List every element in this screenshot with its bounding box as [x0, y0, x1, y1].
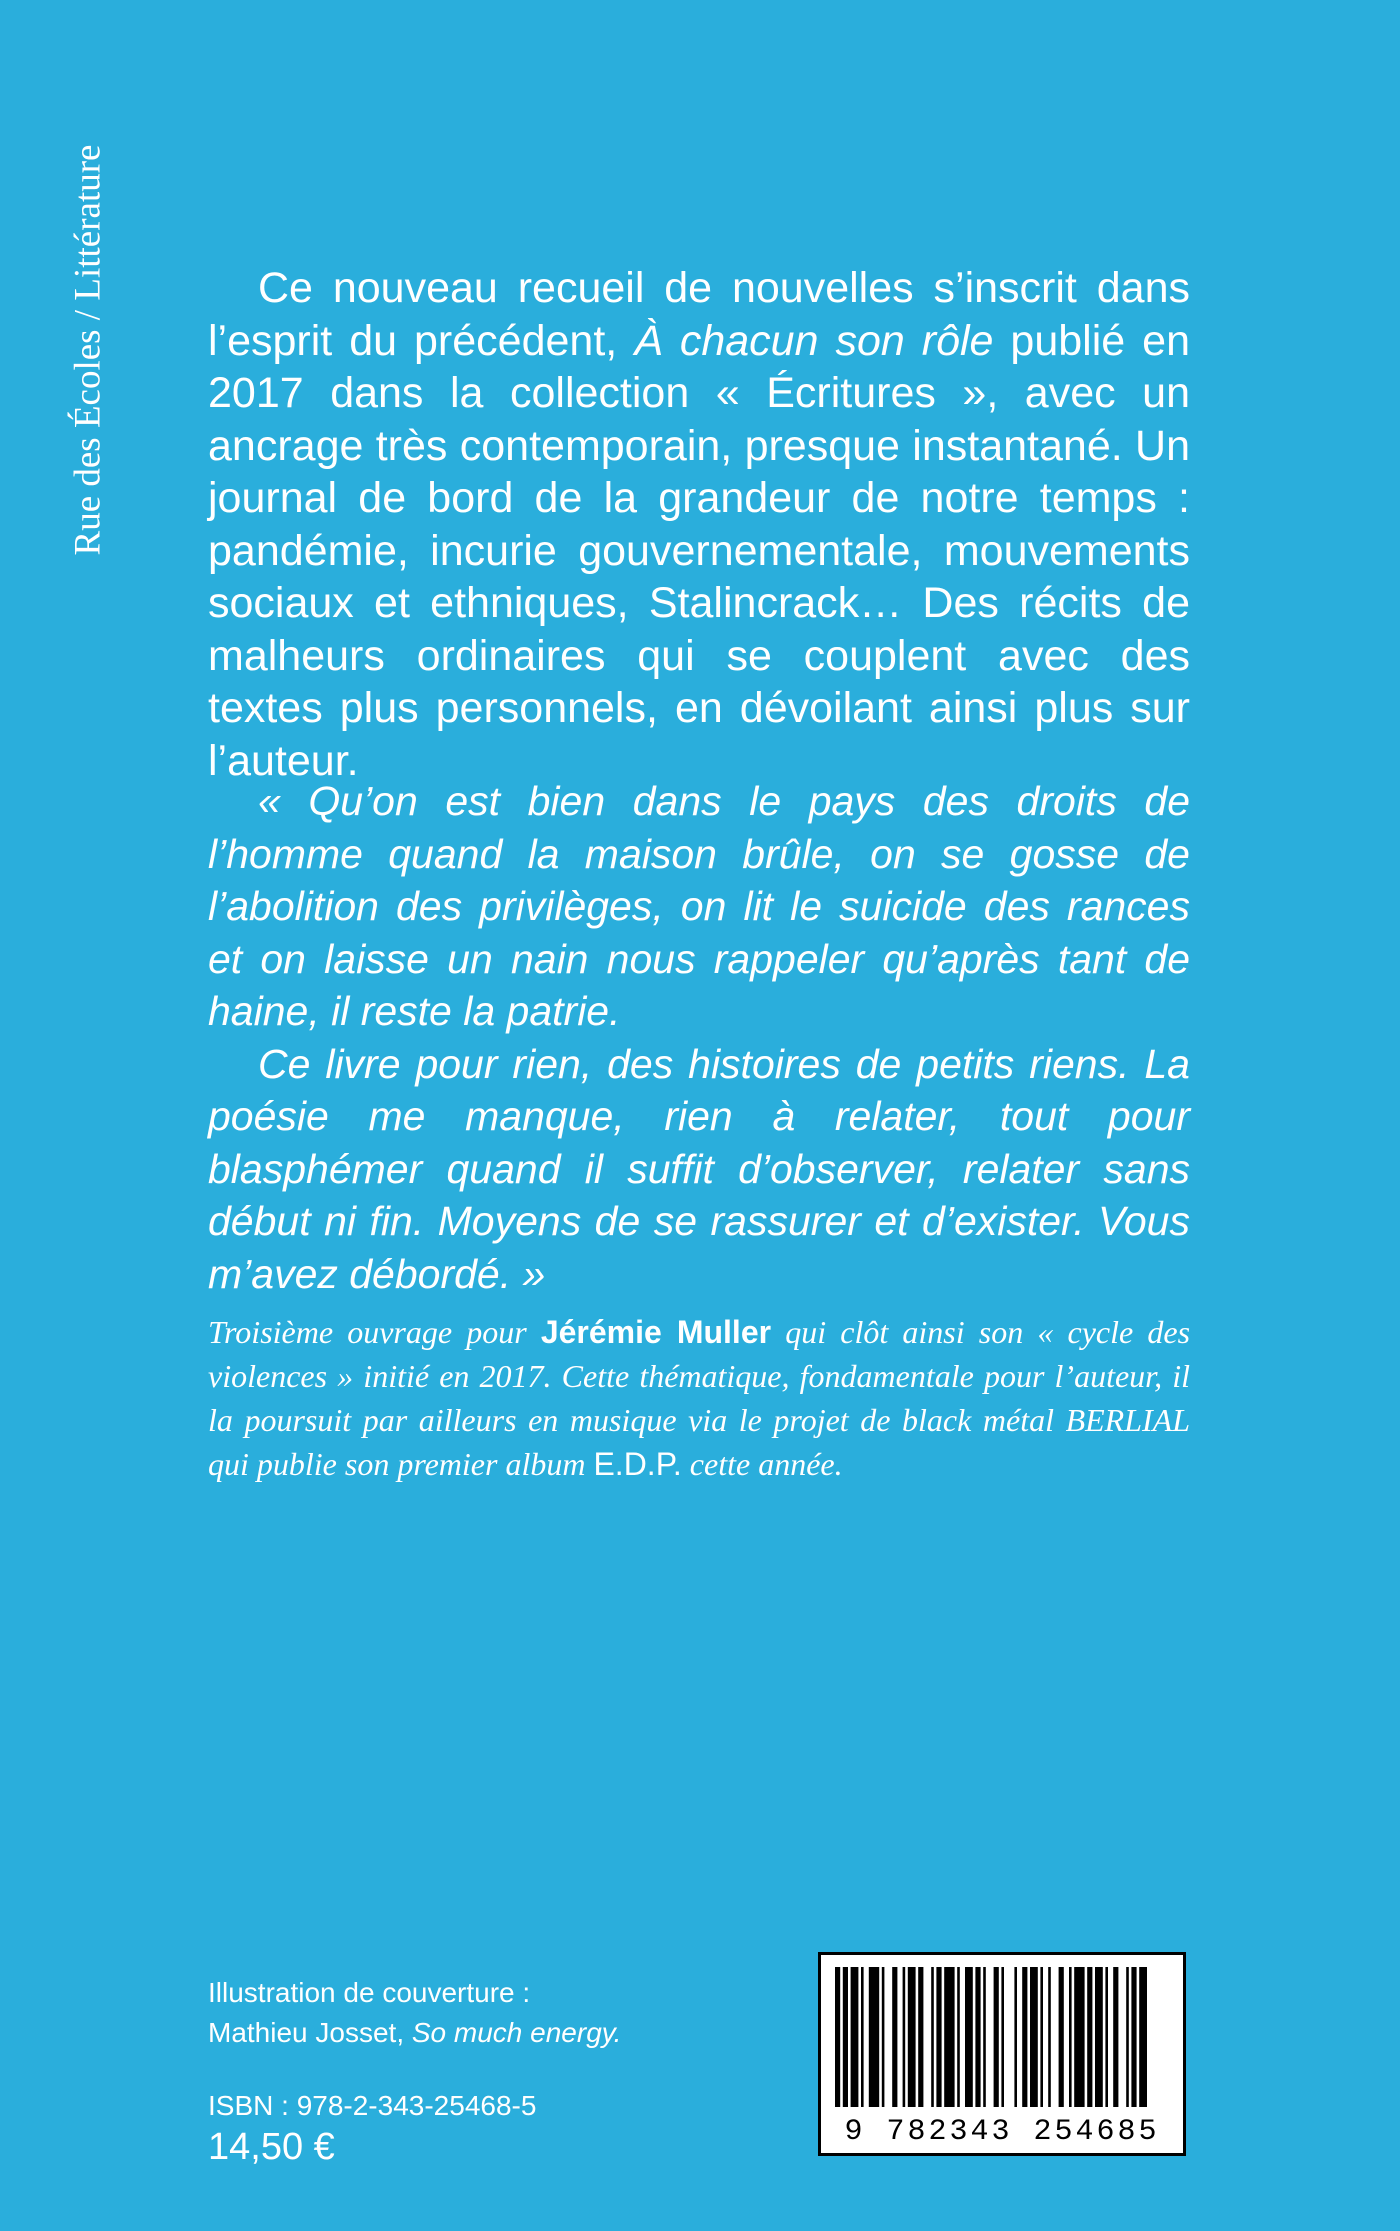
barcode-bar	[851, 1967, 859, 2107]
barcode-bar	[931, 1967, 934, 2107]
barcode-bar	[861, 1967, 864, 2107]
author-bio	[208, 1310, 1190, 1486]
quote-paragraph-2: Ce livre pour rien, des histoires de petits riens. La poésie me manque, rien à relater, tout pour blasphémer quand il suffit d’observer, relater sans début ni fin. Moyens de se rassurer et d’exister. Vous m’avez débordé. »	[208, 1040, 1190, 1297]
barcode-bar	[1048, 1967, 1051, 2107]
barcode-bar	[1087, 1967, 1092, 2107]
artwork-title: So much energy.	[411, 2017, 622, 2048]
barcode-bar	[965, 1967, 973, 2107]
barcode	[818, 1952, 1186, 2156]
price: 14,50 €	[208, 2126, 335, 2168]
barcode-bar	[957, 1967, 960, 2107]
barcode-bar	[1113, 1967, 1118, 2107]
barcode-bar	[1105, 1967, 1108, 2107]
artist-name: Mathieu Josset,	[208, 2017, 412, 2048]
bio-paragraph: Troisième ouvrage pour Jérémie Muller qui clôt ainsi son « cycle des violences » initié en 2017. Cette thématique, fondamentale pour l’auteur, il la poursuit par ailleurs en musique via le projet de black métal BERLIAL qui publie son premier album E.D.P. cette année.	[208, 1314, 1191, 1482]
barcode-bar	[843, 1967, 848, 2107]
barcode-bar	[975, 1967, 980, 2107]
barcode-bar	[1001, 1967, 1004, 2107]
barcode-bar	[1040, 1967, 1043, 2107]
credits-artist-line	[208, 2013, 621, 2053]
isbn: ISBN : 978-2-343-25468-5	[208, 2090, 537, 2121]
previous-book-title: À chacun son rôle	[634, 316, 994, 365]
blurb-text	[208, 262, 1190, 787]
barcode-bar	[835, 1967, 840, 2107]
barcode-digits: 9 782343 254685	[821, 2115, 1183, 2149]
barcode-bar	[994, 1967, 999, 2107]
barcode-bar	[1030, 1967, 1038, 2107]
barcode-bar	[1059, 1967, 1064, 2107]
barcode-bar	[918, 1967, 923, 2107]
collection-label: Rue des Écoles / Littérature	[67, 144, 109, 556]
barcode-bar	[882, 1967, 885, 2107]
barcode-bar	[1131, 1967, 1136, 2107]
excerpt-quote	[208, 775, 1190, 1300]
barcode-bar	[892, 1967, 897, 2107]
barcode-bar	[869, 1967, 879, 2107]
barcode-bar	[1014, 1967, 1017, 2107]
cover-credits	[208, 1973, 621, 2053]
blurb-paragraph: Ce nouveau recueil de nouvelles s’inscrit dans l’esprit du précédent, À chacun son rôle publié en 2017 dans la collection « Écritures », avec un ancrage très contemporain, presque instantané. Un journal de bord de la grandeur de notre temps : pandémie, incurie gouvernementale, mouvements sociaux et ethniques, Stalincrack… Des récits de malheurs ordinaires qui se couplent avec des textes plus personnels, en dévoilant ainsi plus sur l’auteur.	[208, 264, 1190, 785]
album-title: E.D.P.	[593, 1446, 682, 1482]
barcode-bar	[1022, 1967, 1027, 2107]
author-name: Jérémie Muller	[540, 1314, 772, 1350]
barcode-bar	[1095, 1967, 1103, 2107]
credits-label: Illustration de couverture :	[208, 1977, 531, 2008]
barcode-bar	[903, 1967, 906, 2107]
barcode-bar	[936, 1967, 941, 2107]
barcode-bar	[908, 1967, 916, 2107]
barcode-bar	[1126, 1967, 1129, 2107]
barcode-bar	[1139, 1967, 1147, 2107]
barcode-bar	[1074, 1967, 1084, 2107]
barcode-bar	[1069, 1967, 1072, 2107]
barcode-bar	[944, 1967, 954, 2107]
barcode-bar	[983, 1967, 986, 2107]
quote-paragraph-1: « Qu’on est bien dans le pays des droits de l’homme quand la maison brûle, on se gosse de l’abolition des privilèges, on lit le suicide des rances et on laisse un nain nous rappeler qu’après tant de haine, il reste la patrie.	[208, 778, 1190, 1034]
